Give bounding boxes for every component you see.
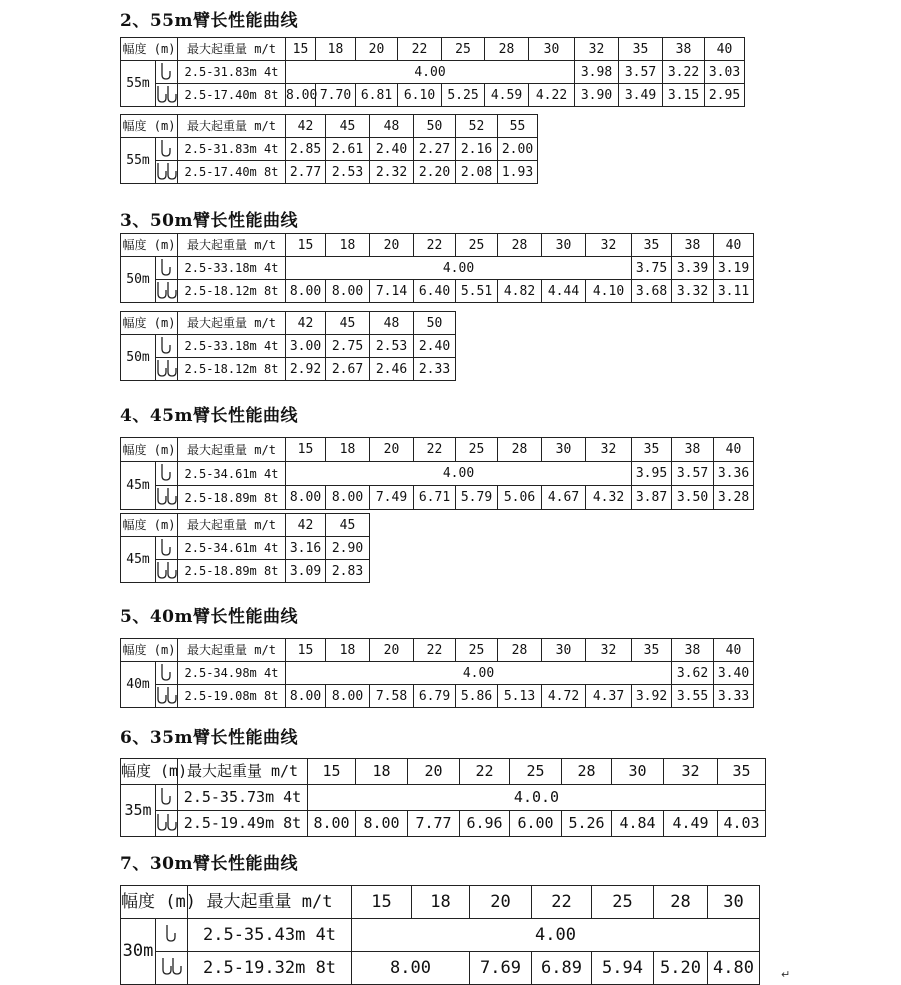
header-radius: 幅度 (m) (121, 514, 178, 537)
header-radius-value: 20 (408, 759, 460, 785)
load-range: 2.5-19.32m 8t (188, 952, 352, 985)
load-range: 2.5-18.12m 8t (178, 280, 286, 303)
capacity-table (120, 437, 754, 510)
capacity-value: 2.95 (705, 84, 745, 107)
header-radius-value: 25 (592, 886, 654, 919)
capacity-value: 3.22 (663, 61, 705, 84)
capacity-value: 5.13 (498, 685, 542, 708)
single-hook-cell (156, 462, 178, 486)
capacity-value: 3.49 (619, 84, 663, 107)
header-radius-value: 45 (326, 312, 370, 335)
capacity-value: 3.33 (714, 685, 754, 708)
load-range: 2.5-34.61m 4t (178, 537, 286, 560)
capacity-value: 6.40 (414, 280, 456, 303)
merged-capacity: 4.00 (352, 919, 760, 952)
capacity-value: 2.32 (370, 161, 414, 184)
header-radius-value: 25 (442, 38, 485, 61)
capacity-value: 5.79 (456, 486, 498, 510)
section-heading-30m: 7、30m臂长性能曲线 (120, 854, 298, 874)
capacity-value: 2.92 (286, 358, 326, 381)
double-hook-cell (156, 811, 178, 837)
capacity-value: 6.79 (414, 685, 456, 708)
header-radius-value: 15 (352, 886, 412, 919)
header-radius-value: 38 (663, 38, 705, 61)
capacity-value: 5.26 (562, 811, 612, 837)
header-radius-value: 20 (370, 438, 414, 462)
capacity-value: 3.95 (632, 462, 672, 486)
header-radius-value: 20 (356, 38, 398, 61)
capacity-value: 4.59 (485, 84, 529, 107)
header-radius-value: 35 (718, 759, 766, 785)
header-radius-value: 20 (470, 886, 532, 919)
header-max-load: 最大起重量 m/t (178, 234, 286, 257)
boom-length: 35m (121, 785, 156, 837)
header-radius-value: 40 (714, 438, 754, 462)
boom-length: 30m (121, 919, 156, 985)
single-hook-cell (156, 785, 178, 811)
header-radius: 幅度 (m) (121, 38, 178, 61)
capacity-value: 4.80 (708, 952, 760, 985)
single-hook-icon (160, 663, 174, 681)
boom-length: 55m (121, 138, 156, 184)
capacity-value: 7.14 (370, 280, 414, 303)
capacity-value: 8.00 (286, 280, 326, 303)
header-radius-value: 32 (586, 639, 632, 662)
double-hook-icon (156, 162, 178, 180)
header-max-load: 最大起重量 m/t (178, 438, 286, 462)
capacity-value: 2.61 (326, 138, 370, 161)
capacity-value: 2.67 (326, 358, 370, 381)
capacity-value: 4.72 (542, 685, 586, 708)
boom-length: 40m (121, 662, 156, 708)
header-radius-value: 48 (370, 312, 414, 335)
capacity-value: 3.00 (286, 335, 326, 358)
capacity-value: 2.27 (414, 138, 456, 161)
header-radius-value: 28 (498, 639, 542, 662)
load-range: 2.5-31.83m 4t (178, 61, 286, 84)
capacity-value: 4.67 (542, 486, 586, 510)
double-hook-icon (156, 85, 178, 103)
load-range: 2.5-19.49m 8t (178, 811, 308, 837)
load-range: 2.5-34.61m 4t (178, 462, 286, 486)
capacity-value: 8.00 (286, 685, 326, 708)
header-max-load: 最大起重量 m/t (178, 639, 286, 662)
header-radius-value: 45 (326, 115, 370, 138)
header-radius: 幅度 (m) (121, 438, 178, 462)
header-radius-value: 35 (632, 438, 672, 462)
double-hook-cell (156, 280, 178, 303)
header-radius-value: 40 (714, 234, 754, 257)
double-hook-icon (156, 359, 178, 377)
header-radius-value: 38 (672, 438, 714, 462)
capacity-value: 3.11 (714, 280, 754, 303)
single-hook-cell (156, 61, 178, 84)
single-hook-cell (156, 919, 188, 952)
merged-capacity: 4.00 (286, 462, 632, 486)
capacity-value: 4.22 (529, 84, 575, 107)
section-heading-50m: 3、50m臂长性能曲线 (120, 211, 298, 231)
capacity-value: 8.00 (356, 811, 408, 837)
load-range: 2.5-18.89m 8t (178, 560, 286, 583)
paragraph-end-mark: ↵ (781, 969, 791, 981)
capacity-value: 2.46 (370, 358, 414, 381)
capacity-value: 3.50 (672, 486, 714, 510)
double-hook-icon (156, 813, 178, 831)
header-radius-value: 30 (542, 234, 586, 257)
capacity-value: 2.16 (456, 138, 498, 161)
capacity-value: 3.62 (672, 662, 714, 685)
capacity-value: 6.00 (510, 811, 562, 837)
capacity-value: 6.96 (460, 811, 510, 837)
header-radius-value: 15 (286, 38, 316, 61)
capacity-value: 2.90 (326, 537, 370, 560)
double-hook-cell (156, 358, 178, 381)
capacity-table (120, 311, 456, 381)
header-radius-value: 18 (326, 234, 370, 257)
capacity-value: 4.84 (612, 811, 664, 837)
capacity-value: 5.86 (456, 685, 498, 708)
header-radius-value: 32 (586, 234, 632, 257)
capacity-value: 7.77 (408, 811, 460, 837)
double-hook-cell (156, 486, 178, 510)
header-radius-value: 18 (316, 38, 356, 61)
boom-length: 55m (121, 61, 156, 107)
header-radius-value: 32 (575, 38, 619, 61)
capacity-value: 3.40 (714, 662, 754, 685)
capacity-value: 4.82 (498, 280, 542, 303)
header-radius-value: 30 (708, 886, 760, 919)
merged-capacity: 8.00 (352, 952, 470, 985)
double-hook-cell (156, 84, 178, 107)
double-hook-icon (161, 957, 183, 975)
capacity-value: 3.09 (286, 560, 326, 583)
single-hook-icon (165, 924, 179, 942)
single-hook-cell (156, 537, 178, 560)
header-radius-value: 15 (286, 438, 326, 462)
capacity-value: 2.00 (498, 138, 538, 161)
single-hook-cell (156, 257, 178, 280)
header-radius-value: 25 (456, 438, 498, 462)
merged-capacity: 4.0.0 (308, 785, 766, 811)
header-radius-value: 18 (326, 639, 370, 662)
header-radius-value: 22 (414, 639, 456, 662)
capacity-value: 8.00 (326, 486, 370, 510)
double-hook-cell (156, 685, 178, 708)
header-radius-value: 15 (308, 759, 356, 785)
capacity-value: 6.89 (532, 952, 592, 985)
capacity-value: 2.20 (414, 161, 456, 184)
capacity-value: 4.49 (664, 811, 718, 837)
header-radius-value: 52 (456, 115, 498, 138)
capacity-value: 8.00 (326, 685, 370, 708)
capacity-table (120, 233, 754, 303)
capacity-value: 2.40 (370, 138, 414, 161)
header-radius-value: 35 (632, 639, 672, 662)
capacity-value: 3.90 (575, 84, 619, 107)
single-hook-icon (160, 62, 174, 80)
header-radius-value: 25 (510, 759, 562, 785)
capacity-value: 5.25 (442, 84, 485, 107)
double-hook-icon (156, 561, 178, 579)
capacity-value: 2.75 (326, 335, 370, 358)
header-radius-value: 28 (498, 234, 542, 257)
header-radius-value: 28 (562, 759, 612, 785)
header-max-load: 最大起重量 m/t (178, 115, 286, 138)
single-hook-cell (156, 662, 178, 685)
header-max-load: 最大起重量 m/t (178, 514, 286, 537)
capacity-value: 5.20 (654, 952, 708, 985)
header-radius: 幅度 (m) (121, 234, 178, 257)
capacity-table (120, 37, 745, 107)
capacity-value: 3.75 (632, 257, 672, 280)
capacity-value: 2.08 (456, 161, 498, 184)
header-max-load: 最大起重量 m/t (188, 886, 352, 919)
header-radius-value: 18 (412, 886, 470, 919)
double-hook-cell (156, 560, 178, 583)
section-heading-35m: 6、35m臂长性能曲线 (120, 728, 298, 748)
section-heading-45m: 4、45m臂长性能曲线 (120, 406, 298, 426)
capacity-value: 2.83 (326, 560, 370, 583)
section-heading-55m: 2、55m臂长性能曲线 (120, 11, 298, 31)
capacity-table (120, 638, 754, 708)
capacity-value: 5.06 (498, 486, 542, 510)
capacity-value: 4.10 (586, 280, 632, 303)
header-radius-value: 25 (456, 639, 498, 662)
capacity-value: 3.68 (632, 280, 672, 303)
capacity-value: 3.57 (619, 61, 663, 84)
capacity-value: 8.00 (286, 84, 316, 107)
header-radius: 幅度 (m) (121, 639, 178, 662)
load-range: 2.5-31.83m 4t (178, 138, 286, 161)
capacity-value: 3.32 (672, 280, 714, 303)
capacity-value: 5.51 (456, 280, 498, 303)
header-radius-value: 40 (705, 38, 745, 61)
capacity-value: 3.19 (714, 257, 754, 280)
header-radius-value: 30 (612, 759, 664, 785)
capacity-value: 3.28 (714, 486, 754, 510)
header-radius-value: 28 (498, 438, 542, 462)
capacity-value: 2.53 (326, 161, 370, 184)
header-radius-value: 35 (619, 38, 663, 61)
capacity-value: 3.57 (672, 462, 714, 486)
single-hook-icon (160, 538, 174, 556)
capacity-value: 3.39 (672, 257, 714, 280)
single-hook-icon (160, 463, 174, 481)
capacity-value: 7.58 (370, 685, 414, 708)
capacity-value: 6.81 (356, 84, 398, 107)
header-radius-value: 32 (586, 438, 632, 462)
header-radius-value: 28 (654, 886, 708, 919)
capacity-table (120, 885, 760, 985)
capacity-value: 5.94 (592, 952, 654, 985)
capacity-value: 3.55 (672, 685, 714, 708)
header-radius-value: 20 (370, 234, 414, 257)
double-hook-icon (156, 686, 178, 704)
header-radius-value: 22 (398, 38, 442, 61)
header-radius-value: 20 (370, 639, 414, 662)
capacity-value: 6.71 (414, 486, 456, 510)
header-radius-value: 15 (286, 639, 326, 662)
header-radius-value: 28 (485, 38, 529, 61)
boom-length: 50m (121, 335, 156, 381)
single-hook-icon (160, 336, 174, 354)
single-hook-icon (160, 258, 174, 276)
boom-length: 50m (121, 257, 156, 303)
header-radius-value: 22 (532, 886, 592, 919)
merged-capacity: 4.00 (286, 662, 672, 685)
single-hook-cell (156, 138, 178, 161)
header-radius-value: 45 (326, 514, 370, 537)
load-range: 2.5-35.73m 4t (178, 785, 308, 811)
boom-length: 45m (121, 462, 156, 510)
capacity-value: 2.53 (370, 335, 414, 358)
single-hook-icon (160, 787, 174, 805)
double-hook-cell (156, 952, 188, 985)
load-range: 2.5-18.12m 8t (178, 358, 286, 381)
header-radius-value: 15 (286, 234, 326, 257)
capacity-value: 4.03 (718, 811, 766, 837)
load-range: 2.5-33.18m 4t (178, 335, 286, 358)
section-heading-40m: 5、40m臂长性能曲线 (120, 607, 298, 627)
capacity-value: 4.32 (586, 486, 632, 510)
boom-length: 45m (121, 537, 156, 583)
header-radius-value: 55 (498, 115, 538, 138)
header-max-load: 最大起重量 m/t (178, 759, 308, 785)
header-radius-value: 25 (456, 234, 498, 257)
single-hook-cell (156, 335, 178, 358)
header-radius-value: 38 (672, 234, 714, 257)
capacity-value: 3.16 (286, 537, 326, 560)
capacity-value: 7.49 (370, 486, 414, 510)
capacity-value: 7.70 (316, 84, 356, 107)
header-radius-value: 30 (529, 38, 575, 61)
header-radius-value: 32 (664, 759, 718, 785)
header-radius: 幅度 (m) (121, 115, 178, 138)
header-radius-value: 50 (414, 312, 456, 335)
load-range: 2.5-17.40m 8t (178, 161, 286, 184)
double-hook-icon (156, 281, 178, 299)
header-radius-value: 35 (632, 234, 672, 257)
capacity-value: 8.00 (286, 486, 326, 510)
header-radius-value: 48 (370, 115, 414, 138)
double-hook-cell (156, 161, 178, 184)
capacity-value: 7.69 (470, 952, 532, 985)
header-radius: 幅度 (m) (121, 759, 178, 785)
capacity-value: 3.36 (714, 462, 754, 486)
capacity-value: 4.37 (586, 685, 632, 708)
header-max-load: 最大起重量 m/t (178, 312, 286, 335)
load-range: 2.5-33.18m 4t (178, 257, 286, 280)
load-range: 2.5-19.08m 8t (178, 685, 286, 708)
header-radius-value: 40 (714, 639, 754, 662)
header-radius-value: 30 (542, 438, 586, 462)
capacity-value: 1.93 (498, 161, 538, 184)
header-radius-value: 42 (286, 115, 326, 138)
merged-capacity: 4.00 (286, 257, 632, 280)
capacity-value: 2.85 (286, 138, 326, 161)
header-radius: 幅度 (m) (121, 312, 178, 335)
capacity-table (120, 513, 370, 583)
header-max-load: 最大起重量 m/t (178, 38, 286, 61)
capacity-value: 6.10 (398, 84, 442, 107)
header-radius-value: 30 (542, 639, 586, 662)
merged-capacity: 4.00 (286, 61, 575, 84)
header-radius-value: 42 (286, 514, 326, 537)
load-range: 2.5-35.43m 4t (188, 919, 352, 952)
capacity-value: 2.33 (414, 358, 456, 381)
header-radius-value: 50 (414, 115, 456, 138)
header-radius-value: 18 (326, 438, 370, 462)
capacity-value: 3.03 (705, 61, 745, 84)
header-radius-value: 38 (672, 639, 714, 662)
capacity-value: 8.00 (308, 811, 356, 837)
capacity-value: 4.44 (542, 280, 586, 303)
header-radius-value: 22 (460, 759, 510, 785)
load-range: 2.5-17.40m 8t (178, 84, 286, 107)
capacity-table (120, 758, 766, 837)
header-radius-value: 22 (414, 438, 456, 462)
capacity-value: 2.77 (286, 161, 326, 184)
header-radius-value: 18 (356, 759, 408, 785)
load-range: 2.5-34.98m 4t (178, 662, 286, 685)
capacity-value: 2.40 (414, 335, 456, 358)
capacity-value: 3.92 (632, 685, 672, 708)
header-radius-value: 42 (286, 312, 326, 335)
header-radius: 幅度 (m) (121, 886, 188, 919)
capacity-value: 8.00 (326, 280, 370, 303)
capacity-table (120, 114, 538, 184)
double-hook-icon (156, 487, 178, 505)
load-range: 2.5-18.89m 8t (178, 486, 286, 510)
single-hook-icon (160, 139, 174, 157)
capacity-value: 3.15 (663, 84, 705, 107)
header-radius-value: 22 (414, 234, 456, 257)
capacity-value: 3.98 (575, 61, 619, 84)
capacity-value: 3.87 (632, 486, 672, 510)
